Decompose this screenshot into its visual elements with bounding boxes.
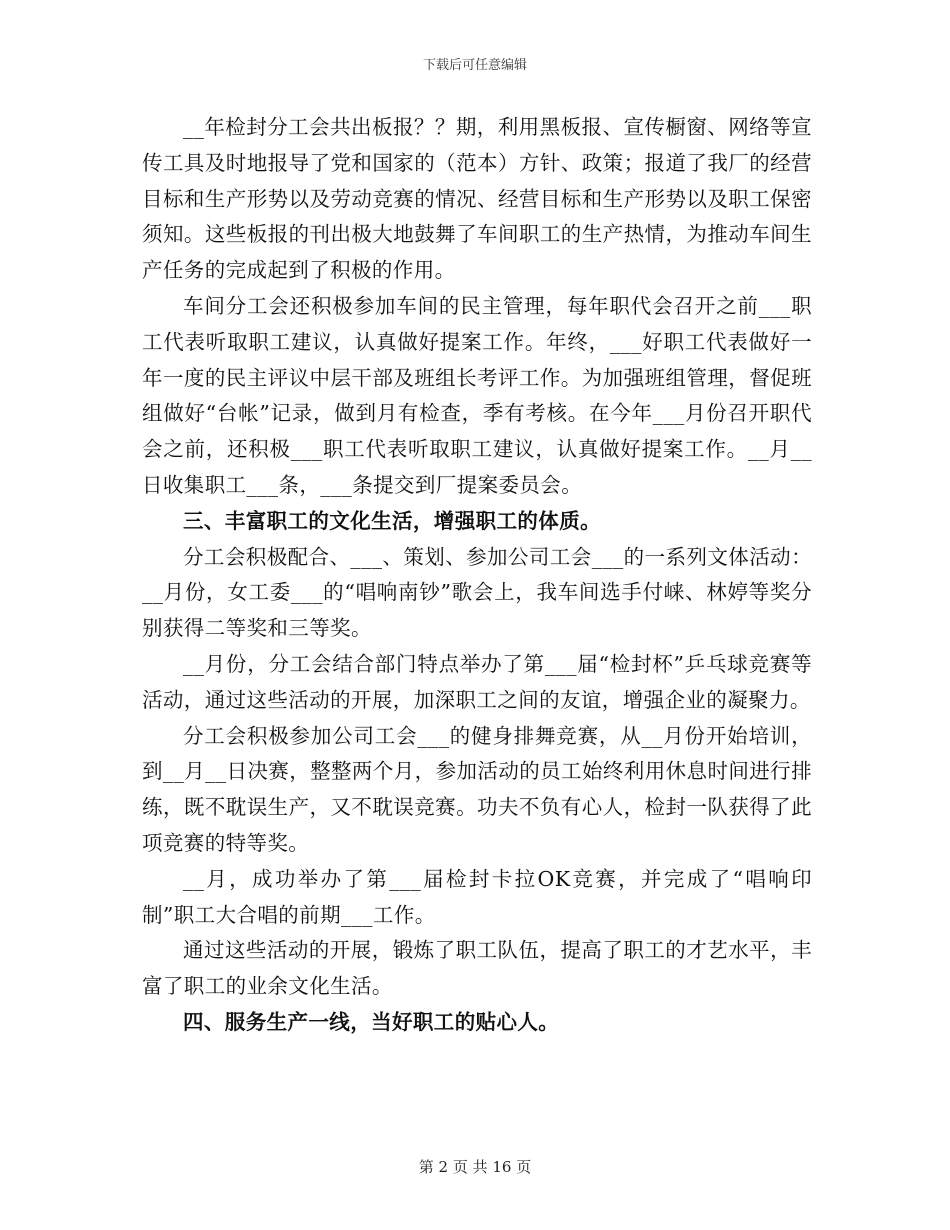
paragraph-democratic-management: 车间分工会还积极参加车间的民主管理，每年职代会召开之前___职工代表听取职工建议，认真做好提案工作。年终，___好职工代表做好一年一度的民主评议中层干部及班组长考评工作。为加强班组管理，督促班组做好“台帐”记录，做到月有检查，季有考核。在今年___月份召开职代会之前，还积极___职工代表听取职工建议，认真做好提案工作。__月__日收集职工___条，___条提交到厂提案委员会。 bbox=[142, 293, 812, 497]
page-header-note: 下载后可任意编辑 bbox=[422, 58, 527, 73]
page-number: 第 2 页 共 16 页 bbox=[418, 1158, 532, 1176]
paragraph-sports-activities: 分工会积极配合、___、策划、参加公司工会___的一系列文体活动：__月份，女工委___的“唱响南钞”歌会上，我车间选手付崃、林婷等奖分别获得二等奖和三等奖。 bbox=[142, 544, 812, 641]
section-heading-culture: 三、丰富职工的文化生活，增强职工的体质。 bbox=[183, 508, 601, 533]
paragraph-table-tennis: __月份，分工会结合部门特点举办了第___届“检封杯”乒乓球竞赛等活动，通过这些活动的开展，加深职工之间的友谊，增强企业的凝聚力。 bbox=[142, 651, 812, 712]
paragraph-activities-summary: 通过这些活动的开展，锻炼了职工队伍，提高了职工的才艺水平，丰富了职工的业余文化生活。 bbox=[142, 938, 812, 999]
paragraph-line-dance: 分工会积极参加公司工会___的健身排舞竞赛，从__月份开始培训，到__月__日决赛，整整两个月，参加活动的员工始终利用休息时间进行排练，既不耽误生产，又不耽误竞赛。功夫不负有心人，检封一队获得了此项竞赛的特等奖。 bbox=[142, 723, 812, 855]
paragraph-bulletin-boards: __年检封分工会共出板报？？期，利用黑板报、宣传橱窗、网络等宣传工具及时地报导了党和国家的（范本）方针、政策；报道了我厂的经营目标和生产形势以及劳动竞赛的情况、经营目标和生产形势以及职工保密须知。这些板报的刊出极大地鼓舞了车间职工的生产热情，为推动车间生产任务的完成起到了积极的作用。 bbox=[142, 115, 812, 283]
paragraph-karaoke: __月，成功举办了第___届检封卡拉OK竞赛，并完成了“唱响印制”职工大合唱的前期___工作。 bbox=[142, 866, 813, 927]
section-heading-service: 四、服务生产一线，当好职工的贴心人。 bbox=[183, 1009, 560, 1034]
document-body bbox=[142, 110, 812, 1041]
